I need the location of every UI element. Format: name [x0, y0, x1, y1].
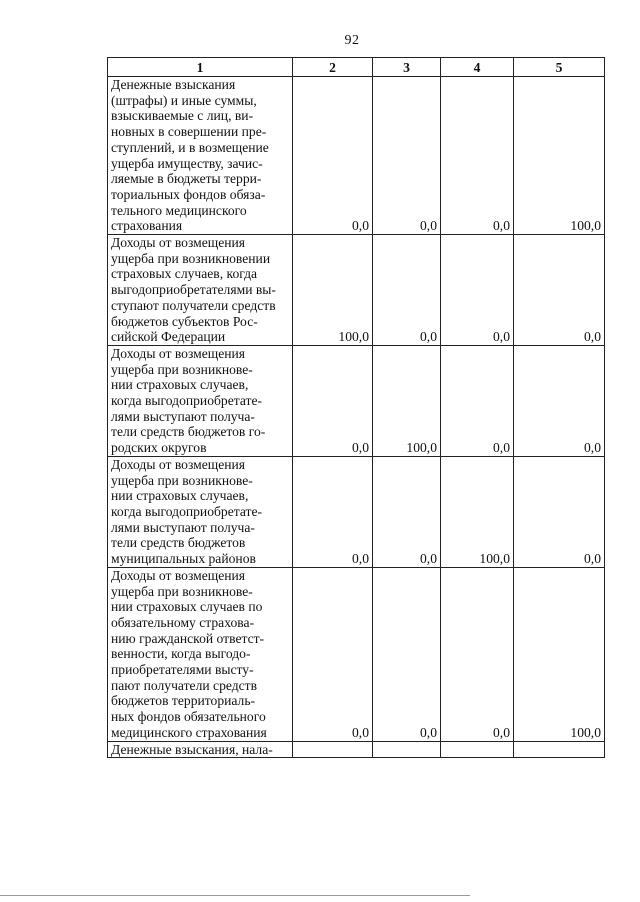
page-number: 92: [344, 33, 360, 48]
row-value: 0,0: [293, 345, 373, 456]
row-value: 0,0: [441, 77, 514, 235]
table-row: [108, 235, 605, 346]
row-value: 0,0: [441, 567, 514, 741]
table-row: [108, 77, 605, 235]
row-value: 0,0: [441, 235, 514, 346]
budget-table: [107, 57, 605, 758]
column-header: 2: [293, 58, 373, 77]
row-value: [293, 741, 373, 758]
row-description: Денежные взыскания (штрафы) и иные суммы, взыскиваемые с лиц, ви- новных в совершении пре- ступлений, и в возмещение ущерба имуществу, зачис- ляемые в бюджеты терри- ториальных фондов обяза- тельного медицинского страхования: [108, 77, 293, 235]
row-value: 100,0: [514, 567, 605, 741]
table-row: [108, 456, 605, 567]
row-value: [441, 741, 514, 758]
row-value: 0,0: [441, 345, 514, 456]
column-header: 4: [441, 58, 514, 77]
row-description: Доходы от возмещения ущерба при возникнове- нии страховых случаев по обязательному страхова- нию гражданской ответст- венности, когда выгодо- приобретателями высту- пают получатели средств бюджетов территориаль- ных фондов обязательного медицинского страхования: [108, 567, 293, 741]
row-value: [373, 741, 441, 758]
row-value: 0,0: [373, 456, 441, 567]
row-description: Денежные взыскания, нала-: [108, 741, 293, 758]
row-value: 0,0: [514, 235, 605, 346]
row-value: 0,0: [293, 77, 373, 235]
row-description: Доходы от возмещения ущерба при возникновении страховых случаев, когда выгодоприобретателями вы- ступают получатели средств бюджетов субъектов Рос- сийской Федерации: [108, 235, 293, 346]
row-value: 100,0: [373, 345, 441, 456]
row-value: 0,0: [373, 567, 441, 741]
row-value: 0,0: [514, 456, 605, 567]
row-description: Доходы от возмещения ущерба при возникнове- нии страховых случаев, когда выгодоприобретате- лями выступают получа- тели средств бюджетов муниципальных районов: [108, 456, 293, 567]
row-value: 100,0: [293, 235, 373, 346]
table-row: [108, 567, 605, 741]
row-value: 100,0: [514, 77, 605, 235]
table-row: [108, 345, 605, 456]
bottom-divider: [0, 895, 470, 896]
column-header: 5: [514, 58, 605, 77]
row-value: 100,0: [441, 456, 514, 567]
row-value: [514, 741, 605, 758]
row-value: 0,0: [293, 456, 373, 567]
row-value: 0,0: [373, 235, 441, 346]
row-value: 0,0: [514, 345, 605, 456]
table-row-partial: [108, 741, 605, 758]
column-header: 3: [373, 58, 441, 77]
row-value: 0,0: [293, 567, 373, 741]
column-header: 1: [108, 58, 293, 77]
row-value: 0,0: [373, 77, 441, 235]
row-description: Доходы от возмещения ущерба при возникнове- нии страховых случаев, когда выгодоприобретате- лями выступают получа- тели средств бюджетов го- родских округов: [108, 345, 293, 456]
header-row: [108, 58, 605, 77]
